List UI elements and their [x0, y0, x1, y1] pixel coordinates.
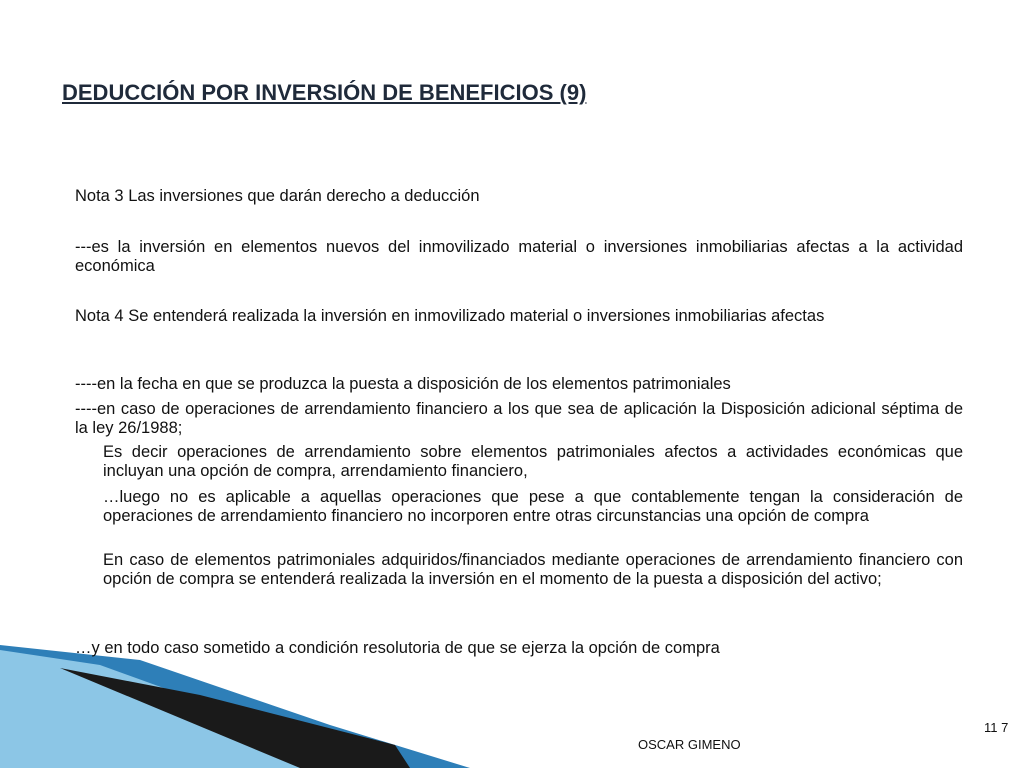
nota-3: Nota 3 Las inversiones que darán derecho a deducción — [75, 187, 480, 205]
page-title: DEDUCCIÓN POR INVERSIÓN DE BENEFICIOS (9) — [62, 80, 587, 105]
paragraph: …luego no es aplicable a aquellas operaciones que pese a que contablemente tengan la consideración de operaciones de arrendamiento financiero no incorporen entre otras circunstancias una opción de compra — [103, 488, 963, 525]
paragraph: En caso de elementos patrimoniales adquiridos/financiados mediante operaciones de arrendamiento financiero con opción de compra se entenderá realizada la inversión en el momento de la puesta a disposición del activo; — [103, 551, 963, 588]
nota-4: Nota 4 Se entenderá realizada la inversión en inmovilizado material o inversiones inmobiliarias afectas — [75, 307, 825, 325]
footer-author: OSCAR GIMENO — [638, 737, 741, 752]
page-number: 11 7 — [984, 720, 1009, 735]
paragraph: ----en caso de operaciones de arrendamiento financiero a los que sea de aplicación la Disposición adicional séptima de la ley 26/1988; — [75, 400, 963, 437]
paragraph: …y en todo caso sometido a condición resolutoria de que se ejerza la opción de compra — [75, 639, 720, 657]
paragraph: Es decir operaciones de arrendamiento sobre elementos patrimoniales afectos a actividades económicas que incluyan una opción de compra, arrendamiento financiero, — [103, 443, 963, 480]
paragraph: ---es la inversión en elementos nuevos del inmovilizado material o inversiones inmobiliarias afectas a la actividad económica — [75, 238, 963, 275]
paragraph: ----en la fecha en que se produzca la puesta a disposición de los elementos patrimoniales — [75, 375, 731, 393]
